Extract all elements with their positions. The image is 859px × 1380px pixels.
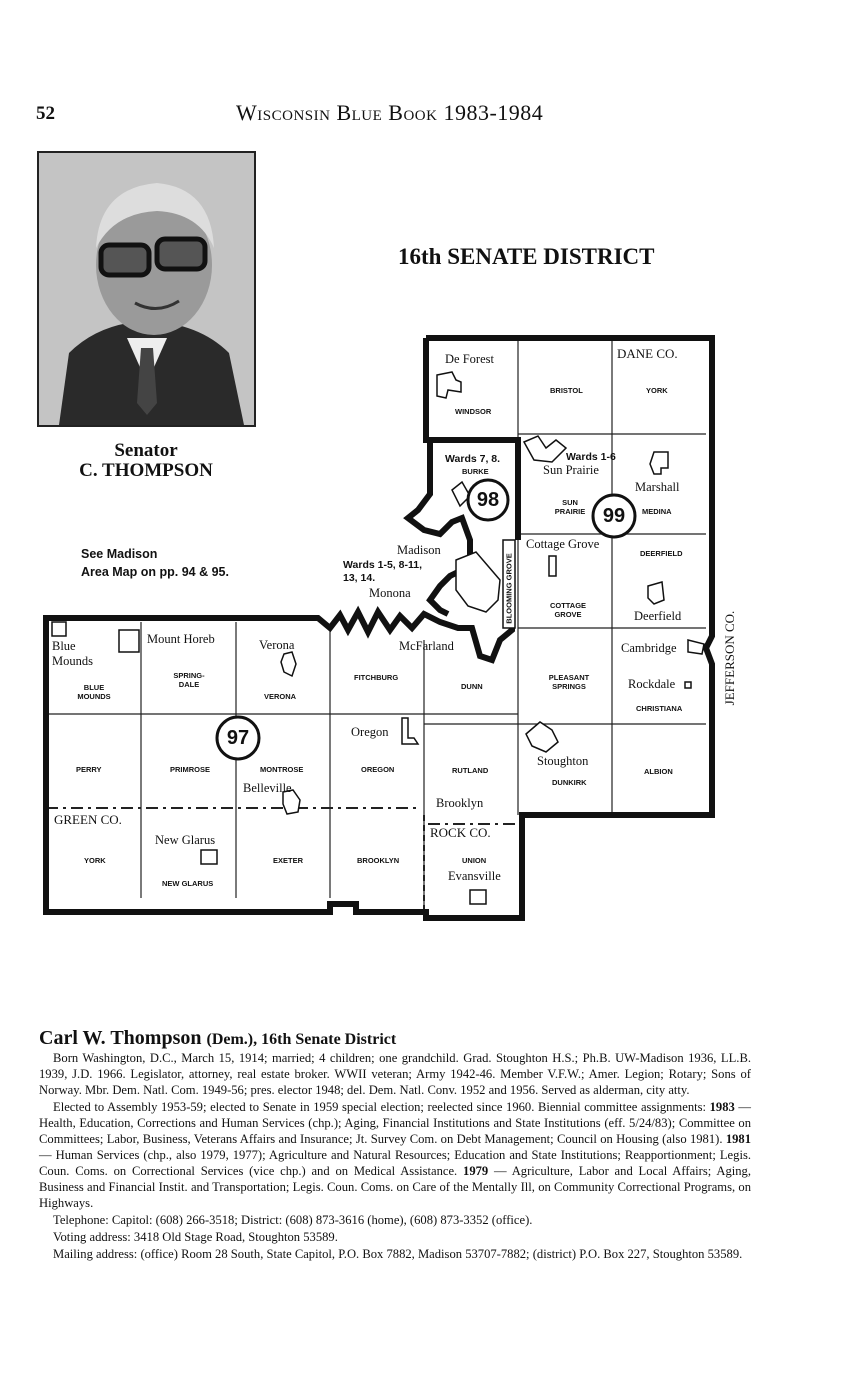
label-wards-1-6: Wards 1-6 bbox=[566, 451, 616, 463]
photo-caption-title: Senator bbox=[114, 440, 178, 461]
bio-year-1981: 1981 bbox=[725, 1132, 751, 1146]
town-sun-prairie: SUN PRAIRIE bbox=[554, 498, 586, 516]
city-monona: Monona bbox=[369, 586, 411, 600]
bio-year-1979: 1979 bbox=[463, 1164, 489, 1178]
town-albion: ALBION bbox=[644, 767, 673, 776]
bio-paragraph-committees bbox=[39, 1099, 751, 1211]
bio-voting-address: Voting address: 3418 Old Stage Road, Stoughton 53589. bbox=[53, 1230, 338, 1244]
town-christiana: CHRISTIANA bbox=[636, 704, 683, 713]
bio-mailing-address: Mailing address: (office) Room 28 South, State Capitol, P.O. Box 7882, Madison 53707-7882; (district) P.O. Box 227, Stoughton 53589. bbox=[53, 1247, 743, 1261]
city-madison: Madison bbox=[397, 543, 441, 557]
bio-committees-1981: — Human Services (chp., also 1979, 1977); Agriculture and Natural Resources; Education and State Institutions; Reapportionment; Legis. Coun. Coms. on Correctional Services (vice chp.) and on Medical Assistance. bbox=[39, 1148, 751, 1178]
bio-affiliation: (Dem.), 16th Senate District bbox=[206, 1031, 397, 1048]
map-title: 16th SENATE DISTRICT bbox=[398, 244, 655, 269]
town-blue-mounds: BLUE MOUNDS bbox=[77, 683, 111, 701]
city-verona: Verona bbox=[259, 638, 295, 652]
town-perry: PERRY bbox=[76, 765, 102, 774]
city-oregon: Oregon bbox=[351, 725, 389, 739]
town-pleasant-springs: PLEASANT SPRINGS bbox=[548, 673, 590, 691]
town-york-dane: YORK bbox=[646, 386, 668, 395]
page-number: 52 bbox=[36, 103, 55, 124]
town-fitchburg: FITCHBURG bbox=[354, 673, 399, 682]
town-springdale: SPRING-DALE bbox=[173, 671, 205, 689]
town-windsor: WINDSOR bbox=[455, 407, 492, 416]
town-medina: MEDINA bbox=[642, 507, 672, 516]
town-verona: VERONA bbox=[264, 692, 297, 701]
town-union: UNION bbox=[462, 856, 487, 865]
city-de-forest: De Forest bbox=[445, 352, 494, 366]
town-dunn: DUNN bbox=[461, 682, 483, 691]
town-burke: BURKE bbox=[462, 467, 489, 476]
town-york-green: YORK bbox=[84, 856, 106, 865]
town-brooklyn: BROOKLYN bbox=[357, 856, 400, 865]
county-label-rock: ROCK CO. bbox=[430, 825, 491, 840]
town-blooming-grove: BLOOMING GROVE bbox=[504, 553, 514, 624]
photo-caption-name: C. THOMPSON bbox=[79, 460, 213, 481]
city-blue-mounds: Blue bbox=[52, 639, 76, 653]
district-number-99: 99 bbox=[602, 505, 626, 527]
city-stoughton: Stoughton bbox=[537, 754, 589, 768]
town-rutland: RUTLAND bbox=[452, 766, 489, 775]
city-cambridge: Cambridge bbox=[621, 641, 677, 655]
map-note-line-1: See Madison bbox=[81, 547, 158, 561]
city-mcfarland: McFarland bbox=[399, 639, 454, 653]
map-note-line-2: Area Map on pp. 94 & 95. bbox=[81, 565, 229, 579]
county-label-green: GREEN CO. bbox=[54, 812, 122, 827]
city-evansville: Evansville bbox=[448, 869, 501, 883]
district-number-98: 98 bbox=[476, 489, 500, 511]
town-oregon: OREGON bbox=[361, 765, 395, 774]
city-blue-mounds-2: Mounds bbox=[52, 654, 93, 668]
bio-name: Carl W. Thompson bbox=[39, 1027, 202, 1049]
bio-committees-1983: — Health, Education, Corrections and Human Services (chp.); Aging, Financial Institutions and State Institutions (eff. 5/24/83); Committee on Committees; Labor, Business, Veterans Affairs and Insurance; Jt. Survey Com. on Debt Management; Council on Housing (also 1981). bbox=[39, 1100, 751, 1146]
label-wards-1-5: Wards 1-5, 8-11, bbox=[343, 559, 422, 571]
bio-committees-1979: — Agriculture, Labor and Local Affairs; Aging, Business and Financial Instit. and Transportation; Legis. Coun. Coms. on Care of the Mentally Ill, on Community Correctional Programs, on Highways. bbox=[39, 1164, 751, 1210]
town-deerfield: DEERFIELD bbox=[640, 549, 683, 558]
bio-telephone: Telephone: Capitol: (608) 266-3518; District: (608) 873-3616 (home), (608) 873-3352 (office). bbox=[53, 1213, 533, 1227]
city-deerfield: Deerfield bbox=[634, 609, 682, 623]
bio-paragraph-born: Born Washington, D.C., March 15, 1914; married; 4 children; one grandchild. Grad. Stoughton H.S.; Ph.B. UW-Madison 1936, LL.B. 1939, J.D. 1966. Legislator, attorney, real estate broker. WWII veteran; Army 1942-46. Member V.F.W.; Amer. Legion; Rotary; Sons of Norway. Mbr. Dem. Natl. Com. 1949-56; pres. elector 1948; del. Dem. Natl. Conv. 1952 and 1956. Served as alderman, city atty. bbox=[39, 1051, 751, 1097]
county-label-jefferson: JEFFERSON CO. bbox=[722, 610, 737, 706]
town-exeter: EXETER bbox=[273, 856, 304, 865]
city-new-glarus: New Glarus bbox=[155, 833, 216, 847]
city-rockdale: Rockdale bbox=[628, 677, 676, 691]
label-wards-7-8: Wards 7, 8. bbox=[445, 453, 501, 465]
district-number-97: 97 bbox=[226, 727, 250, 749]
town-primrose: PRIMROSE bbox=[170, 765, 211, 774]
town-montrose: MONTROSE bbox=[260, 765, 304, 774]
city-marshall: Marshall bbox=[635, 480, 680, 494]
city-cottage-grove: Cottage Grove bbox=[526, 537, 600, 551]
county-label-dane: DANE CO. bbox=[617, 346, 678, 361]
city-mount-horeb: Mount Horeb bbox=[147, 632, 215, 646]
bio-committees-intro: Elected to Assembly 1953-59; elected to Senate in 1959 special election; reelected since 1960. Biennial committee assignments: bbox=[53, 1100, 707, 1114]
city-brooklyn: Brooklyn bbox=[436, 796, 484, 810]
town-bristol: BRISTOL bbox=[550, 386, 583, 395]
bio-heading bbox=[39, 1027, 396, 1050]
running-head: Wisconsin Blue Book 1983-1984 bbox=[236, 100, 544, 125]
city-belleville: Belleville bbox=[243, 781, 292, 795]
label-wards-13-14: 13, 14. bbox=[343, 572, 376, 584]
town-dunkirk: DUNKIRK bbox=[552, 778, 587, 787]
city-sun-prairie: Sun Prairie bbox=[543, 463, 599, 477]
bio-year-1983: 1983 bbox=[709, 1100, 735, 1114]
bio-text bbox=[39, 1050, 751, 1263]
town-cottage-grove: COTTAGE GROVE bbox=[549, 601, 587, 619]
town-new-glarus: NEW GLARUS bbox=[162, 879, 214, 888]
